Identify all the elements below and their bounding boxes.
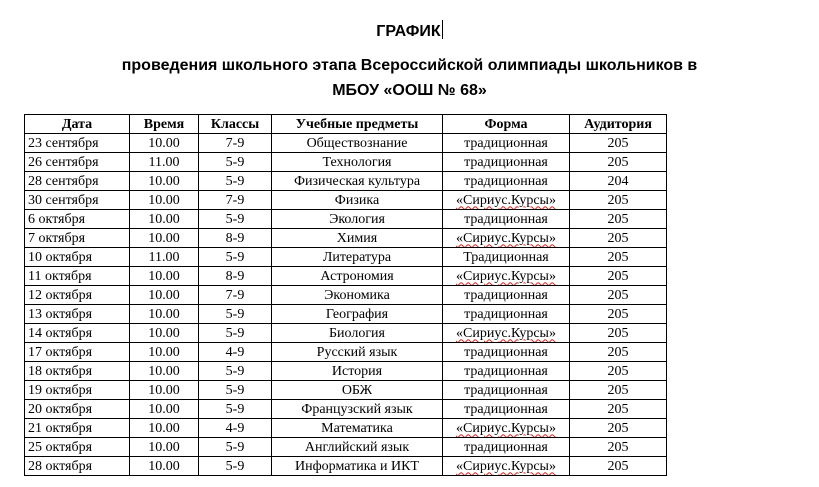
cell-form: Традиционная xyxy=(443,248,570,267)
spellcheck-underlined-text: «Сириус.Курсы» xyxy=(456,420,556,436)
spellcheck-underlined-text: «Сириус.Курсы» xyxy=(456,458,556,474)
cell-subject: Технология xyxy=(272,153,443,172)
cell-grades: 8-9 xyxy=(199,267,272,286)
cell-date: 6 октября xyxy=(25,210,130,229)
text-cursor xyxy=(442,20,443,39)
table-header-row xyxy=(25,115,667,134)
cell-form xyxy=(443,229,570,248)
cell-time: 10.00 xyxy=(130,210,199,229)
olympiad-schedule-table xyxy=(24,114,667,476)
table-row xyxy=(25,153,667,172)
cell-time: 10.00 xyxy=(130,400,199,419)
cell-time: 10.00 xyxy=(130,362,199,381)
cell-room: 205 xyxy=(570,438,667,457)
cell-subject: Экономика xyxy=(272,286,443,305)
table-row xyxy=(25,229,667,248)
cell-room: 205 xyxy=(570,457,667,476)
document-title-text: ГРАФИК xyxy=(376,23,441,40)
table-row xyxy=(25,305,667,324)
cell-subject: Математика xyxy=(272,419,443,438)
cell-form: традиционная xyxy=(443,305,570,324)
cell-subject: Информатика и ИКТ xyxy=(272,457,443,476)
cell-form: традиционная xyxy=(443,438,570,457)
cell-room: 205 xyxy=(570,343,667,362)
cell-grades: 4-9 xyxy=(199,343,272,362)
cell-time: 10.00 xyxy=(130,191,199,210)
cell-subject: Физика xyxy=(272,191,443,210)
table-row xyxy=(25,286,667,305)
table-body xyxy=(25,134,667,476)
cell-subject: Биология xyxy=(272,324,443,343)
document-subtitle-line-2: МБОУ «ООШ № 68» xyxy=(332,82,487,99)
spellcheck-underlined-text: «Сириус.Курсы» xyxy=(456,325,556,341)
cell-grades: 7-9 xyxy=(199,134,272,153)
cell-date: 30 сентября xyxy=(25,191,130,210)
cell-room: 205 xyxy=(570,191,667,210)
cell-date: 28 октября xyxy=(25,457,130,476)
table-row xyxy=(25,134,667,153)
cell-form: традиционная xyxy=(443,286,570,305)
spellcheck-underlined-text: «Сириус.Курсы» xyxy=(456,268,556,284)
cell-form xyxy=(443,324,570,343)
cell-subject: Французский язык xyxy=(272,400,443,419)
table-row xyxy=(25,400,667,419)
cell-subject: Английский язык xyxy=(272,438,443,457)
cell-subject: Физическая культура xyxy=(272,172,443,191)
cell-date: 26 сентября xyxy=(25,153,130,172)
cell-room: 205 xyxy=(570,286,667,305)
cell-form xyxy=(443,267,570,286)
cell-date: 18 октября xyxy=(25,362,130,381)
table-row xyxy=(25,210,667,229)
table-row xyxy=(25,362,667,381)
cell-date: 17 октября xyxy=(25,343,130,362)
cell-time: 10.00 xyxy=(130,457,199,476)
cell-grades: 5-9 xyxy=(199,457,272,476)
table-row xyxy=(25,172,667,191)
cell-room: 205 xyxy=(570,381,667,400)
cell-date: 11 октября xyxy=(25,267,130,286)
spellcheck-underlined-text: «Сириус.Курсы» xyxy=(456,230,556,246)
cell-subject: География xyxy=(272,305,443,324)
cell-date: 28 сентября xyxy=(25,172,130,191)
cell-room: 205 xyxy=(570,229,667,248)
cell-grades: 5-9 xyxy=(199,324,272,343)
cell-grades: 5-9 xyxy=(199,362,272,381)
cell-time: 10.00 xyxy=(130,419,199,438)
cell-grades: 7-9 xyxy=(199,191,272,210)
cell-subject: История xyxy=(272,362,443,381)
cell-time: 11.00 xyxy=(130,153,199,172)
cell-date: 21 октября xyxy=(25,419,130,438)
cell-grades: 5-9 xyxy=(199,305,272,324)
table-row xyxy=(25,324,667,343)
cell-grades: 5-9 xyxy=(199,248,272,267)
header-grades: Классы xyxy=(199,115,272,134)
cell-grades: 7-9 xyxy=(199,286,272,305)
cell-time: 10.00 xyxy=(130,229,199,248)
cell-subject: Русский язык xyxy=(272,343,443,362)
cell-form: традиционная xyxy=(443,134,570,153)
cell-time: 10.00 xyxy=(130,343,199,362)
cell-subject: Экология xyxy=(272,210,443,229)
table-row xyxy=(25,381,667,400)
cell-form: традиционная xyxy=(443,210,570,229)
cell-time: 10.00 xyxy=(130,324,199,343)
cell-time: 11.00 xyxy=(130,248,199,267)
cell-date: 20 октября xyxy=(25,400,130,419)
cell-time: 10.00 xyxy=(130,438,199,457)
cell-room: 205 xyxy=(570,419,667,438)
cell-room: 205 xyxy=(570,134,667,153)
spellcheck-underlined-text: «Сириус.Курсы» xyxy=(456,192,556,208)
cell-room: 205 xyxy=(570,267,667,286)
cell-room: 205 xyxy=(570,362,667,381)
cell-date: 23 сентября xyxy=(25,134,130,153)
cell-grades: 5-9 xyxy=(199,153,272,172)
cell-date: 19 октября xyxy=(25,381,130,400)
table-row xyxy=(25,248,667,267)
header-time: Время xyxy=(130,115,199,134)
table-row xyxy=(25,438,667,457)
cell-time: 10.00 xyxy=(130,305,199,324)
cell-form: традиционная xyxy=(443,362,570,381)
table-row xyxy=(25,191,667,210)
cell-subject: Обществознание xyxy=(272,134,443,153)
cell-subject: Химия xyxy=(272,229,443,248)
cell-form: традиционная xyxy=(443,400,570,419)
header-subjects: Учебные предметы xyxy=(272,115,443,134)
cell-form: традиционная xyxy=(443,153,570,172)
cell-form: традиционная xyxy=(443,172,570,191)
cell-room: 205 xyxy=(570,248,667,267)
document-subtitle-line-1: проведения школьного этапа Всероссийской олимпиады школьников в xyxy=(121,57,698,74)
cell-room: 205 xyxy=(570,210,667,229)
cell-room: 204 xyxy=(570,172,667,191)
cell-date: 25 октября xyxy=(25,438,130,457)
cell-grades: 5-9 xyxy=(199,438,272,457)
cell-room: 205 xyxy=(570,305,667,324)
cell-grades: 8-9 xyxy=(199,229,272,248)
cell-date: 14 октября xyxy=(25,324,130,343)
cell-form xyxy=(443,191,570,210)
cell-time: 10.00 xyxy=(130,286,199,305)
table-row xyxy=(25,457,667,476)
cell-form xyxy=(443,457,570,476)
cell-grades: 5-9 xyxy=(199,400,272,419)
cell-grades: 4-9 xyxy=(199,419,272,438)
cell-room: 205 xyxy=(570,153,667,172)
cell-date: 7 октября xyxy=(25,229,130,248)
header-form: Форма xyxy=(443,115,570,134)
cell-time: 10.00 xyxy=(130,381,199,400)
cell-subject: Литература xyxy=(272,248,443,267)
cell-form xyxy=(443,419,570,438)
cell-time: 10.00 xyxy=(130,267,199,286)
cell-room: 205 xyxy=(570,400,667,419)
cell-subject: Астрономия xyxy=(272,267,443,286)
cell-time: 10.00 xyxy=(130,134,199,153)
cell-subject: ОБЖ xyxy=(272,381,443,400)
header-date: Дата xyxy=(25,115,130,134)
cell-time: 10.00 xyxy=(130,172,199,191)
document-title xyxy=(0,20,819,42)
cell-grades: 5-9 xyxy=(199,172,272,191)
cell-date: 12 октября xyxy=(25,286,130,305)
table-row xyxy=(25,343,667,362)
table-row xyxy=(25,419,667,438)
header-room: Аудитория xyxy=(570,115,667,134)
cell-grades: 5-9 xyxy=(199,210,272,229)
cell-grades: 5-9 xyxy=(199,381,272,400)
cell-date: 13 октября xyxy=(25,305,130,324)
table-row xyxy=(25,267,667,286)
cell-room: 205 xyxy=(570,324,667,343)
cell-form: традиционная xyxy=(443,343,570,362)
cell-form: традиционная xyxy=(443,381,570,400)
cell-date: 10 октября xyxy=(25,248,130,267)
